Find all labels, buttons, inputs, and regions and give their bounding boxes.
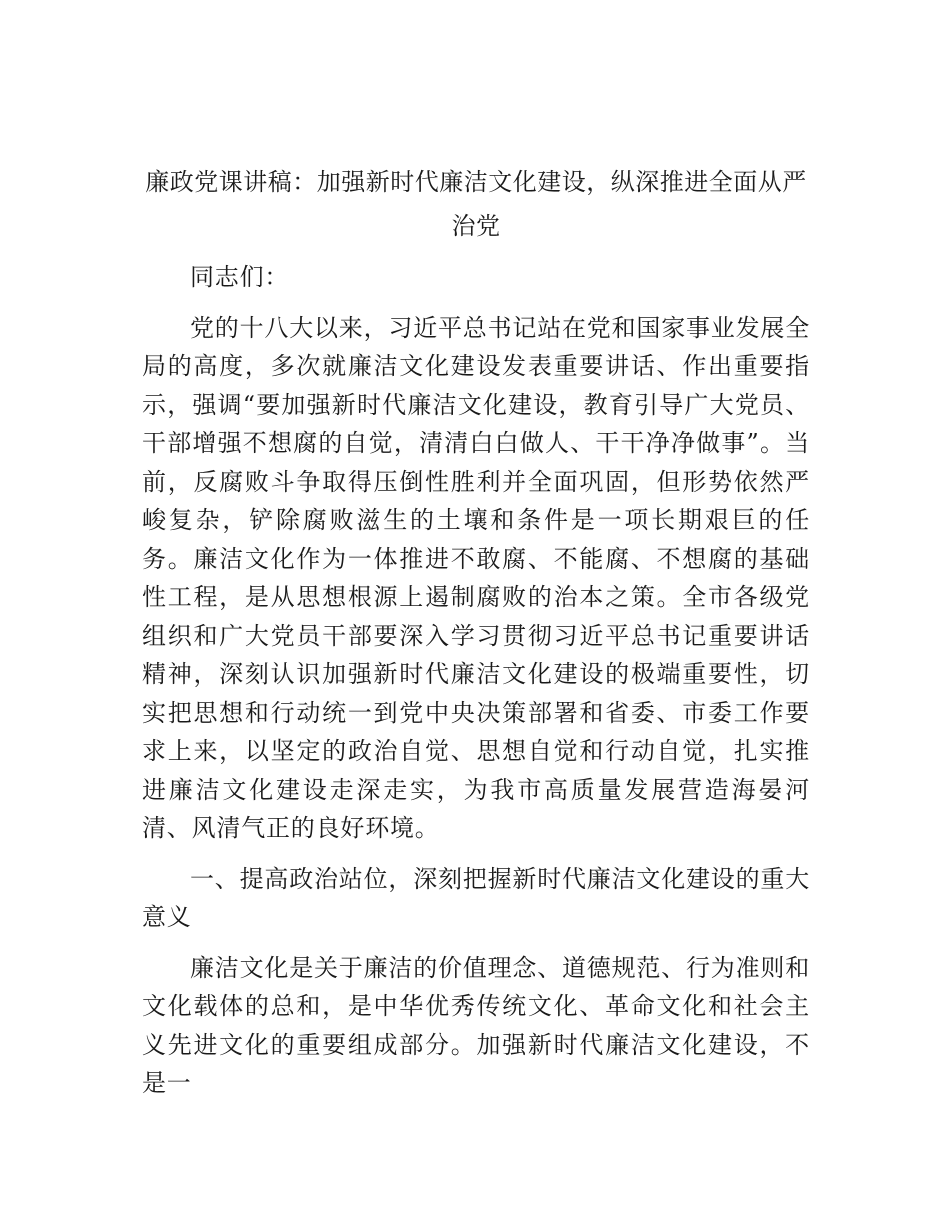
paragraph-intro: 党的十八大以来，习近平总书记站在党和国家事业发展全局的高度，多次就廉洁文化建设发表重要讲话、作出重要指示，强调“要加强新时代廉洁文化建设，教育引导广大党员、干部增强不想腐的自觉，清清白白做人、干干净净做事”。当前，反腐败斗争取得压倒性胜利并全面巩固，但形势依然严峻复杂，铲除腐败滋生的土壤和条件是一项长期艰巨的任务。廉洁文化作为一体推进不敢腐、不能腐、不想腐的基础性工程，是从思想根源上遏制腐败的治本之策。全市各级党组织和广大党员干部要深入学习贯彻习近平总书记重要讲话精神，深刻认识加强新时代廉洁文化建设的极端重要性，切实把思想和行动统一到党中央决策部署和省委、市委工作要求上来，以坚定的政治自觉、思想自觉和行动自觉，扎实推进廉洁文化建设走深走实，为我市高质量发展营造海晏河清、风清气正的良好环境。	[142, 313, 810, 842]
section-heading-1: 一、提高政治站位，深刻把握新时代廉洁文化建设的重大意义	[142, 864, 810, 931]
paragraph-section-1: 廉洁文化是关于廉洁的价值理念、道德规范、行为准则和文化载体的总和，是中华优秀传统文化、革命文化和社会主义先进文化的重要组成部分。加强新时代廉洁文化建设，不是一	[142, 953, 810, 1097]
salutation: 同志们：	[190, 263, 290, 291]
document-title: 廉政党课讲稿：加强新时代廉洁文化建设，纵深推进全面从严治党	[145, 168, 807, 240]
document-body	[142, 160, 810, 1103]
